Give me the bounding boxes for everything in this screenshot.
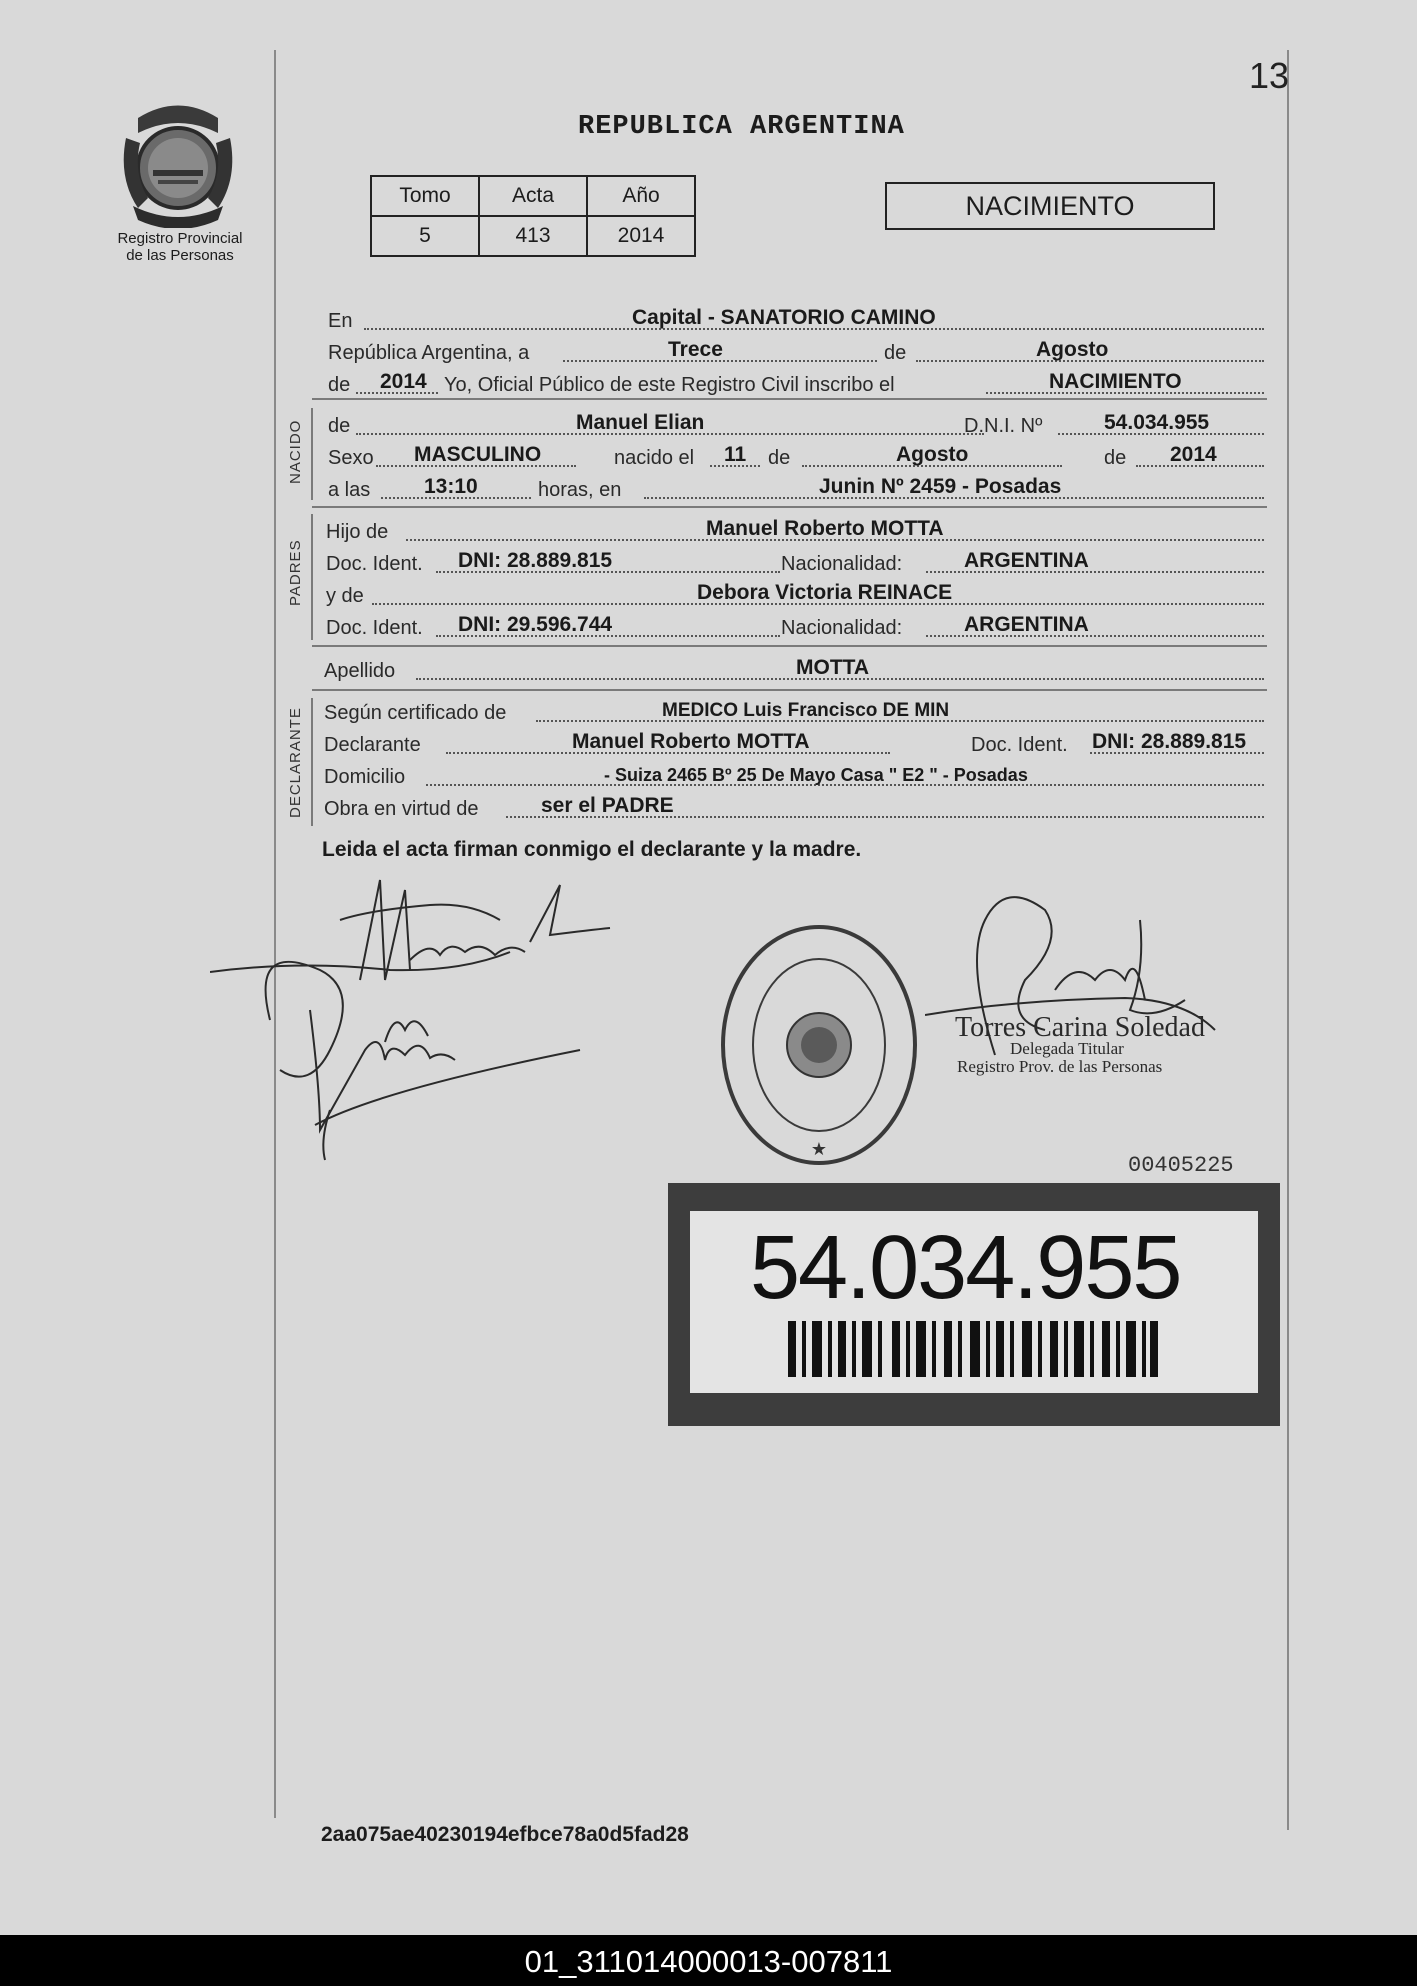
label-de-nombre: de [328, 415, 351, 437]
table-cell: 413 [479, 216, 587, 256]
padres-bar [311, 514, 313, 640]
nacido-bar [311, 408, 313, 500]
label-horas-en: horas, en [538, 479, 622, 501]
value-madre: Debora Victoria REINACE [697, 581, 953, 604]
label-de-anio: de [328, 374, 351, 396]
label-domicilio: Domicilio [324, 766, 406, 788]
document-title: REPUBLICA ARGENTINA [578, 112, 905, 142]
label-apellido: Apellido [324, 660, 396, 682]
label-dni: D.N.I. Nº [964, 415, 1043, 437]
value-declarante: Manuel Roberto MOTTA [572, 730, 810, 753]
official-role: Delegada Titular [1010, 1039, 1124, 1058]
table-header-cell: Tomo [371, 176, 479, 216]
label-nacionalidad: Nacionalidad: [781, 617, 903, 639]
field-line-obra [326, 796, 1264, 818]
field-line-en [326, 308, 1264, 330]
value-hora: 13:10 [424, 475, 478, 498]
value-apellido: MOTTA [796, 656, 870, 679]
label-republica: República Argentina, a [328, 342, 530, 364]
label-en: En [328, 310, 353, 332]
table-cell: 5 [371, 216, 479, 256]
value-obra: ser el PADRE [541, 794, 674, 817]
tomo-acta-anio-table [370, 175, 696, 257]
label-de: de [884, 342, 907, 364]
field-line-inscribo [326, 372, 1264, 394]
label-nacido-de: de [768, 447, 791, 469]
label-a-las: a las [328, 479, 371, 501]
field-line-domicilio [326, 764, 1264, 786]
logo-caption-line-2: de las Personas [126, 247, 234, 264]
table-header-row [371, 176, 695, 216]
value-dni: 54.034.955 [1104, 411, 1210, 434]
field-line-certificado [326, 700, 1264, 722]
value-domicilio: - Suiza 2465 Bº 25 De Mayo Casa " E2 " - Posadas [604, 765, 1028, 785]
svg-text:★: ★ [810, 1139, 828, 1159]
serial-number: 00405225 [1128, 1153, 1234, 1178]
label-doc-ident: Doc. Ident. [326, 617, 423, 639]
value-dia: Trece [668, 338, 723, 361]
field-line-hora [326, 477, 1264, 499]
side-label-padres: PADRES [287, 539, 304, 606]
table-header-cell: Año [587, 176, 695, 216]
logo-caption [95, 230, 265, 264]
value-madre-nacionalidad: ARGENTINA [964, 613, 1089, 636]
value-padre-doc: DNI: 28.889.815 [458, 549, 613, 572]
value-nacido-anio: 2014 [1170, 443, 1217, 466]
value-anio: 2014 [380, 370, 427, 393]
declarante-bar [311, 698, 313, 826]
label-obra: Obra en virtud de [324, 798, 479, 820]
signing-statement: Leida el acta firman conmigo el declarante y la madre. [322, 838, 862, 861]
page-number: 13 [1248, 55, 1289, 96]
label-declarante-doc: Doc. Ident. [971, 734, 1068, 756]
field-line-declarante [326, 732, 1264, 754]
label-nacido-el: nacido el [614, 447, 695, 469]
label-inscribo: Yo, Oficial Público de este Registro Civil inscribo el [444, 374, 895, 396]
value-madre-doc: DNI: 29.596.744 [458, 613, 613, 636]
sticker-dni-number: 54.034.955 [750, 1218, 1181, 1318]
field-line-madre-doc [326, 615, 1264, 637]
label-nacido-de2: de [1104, 447, 1127, 469]
separator [312, 398, 1267, 400]
official-office: Registro Prov. de las Personas [957, 1057, 1163, 1076]
separator [312, 689, 1267, 691]
label-declarante: Declarante [324, 734, 421, 756]
value-padre: Manuel Roberto MOTTA [706, 517, 944, 540]
label-doc-ident: Doc. Ident. [326, 553, 423, 575]
side-label-nacido: NACIDO [287, 419, 304, 484]
barcode [788, 1321, 1158, 1377]
field-line-madre [326, 583, 1264, 605]
sticker-label [690, 1211, 1258, 1393]
table-row [371, 216, 695, 256]
coat-of-arms-logo [118, 98, 238, 228]
official-name: Torres Carina Soledad [955, 1012, 1205, 1043]
side-label-declarante: DECLARANTE [287, 707, 304, 818]
footer-id: 01_311014000013-007811 [524, 1944, 893, 1979]
value-nacido-mes: Agosto [896, 443, 969, 466]
value-nombre: Manuel Elian [576, 411, 705, 434]
field-line-nombre [326, 413, 1264, 435]
field-line-sexo [326, 445, 1264, 467]
value-sexo: MASCULINO [414, 443, 542, 466]
label-sexo: Sexo [328, 447, 374, 469]
value-padre-nacionalidad: ARGENTINA [964, 549, 1089, 572]
label-hijo-de: Hijo de [326, 521, 389, 543]
field-line-apellido [326, 658, 1264, 680]
logo-caption-line-1: Registro Provincial [117, 230, 243, 247]
table-header-cell: Acta [479, 176, 587, 216]
value-mes: Agosto [1036, 338, 1109, 361]
value-declarante-doc: DNI: 28.889.815 [1092, 730, 1247, 753]
label-y-de: y de [326, 585, 364, 607]
label-certificado: Según certificado de [324, 702, 507, 724]
table-cell: 2014 [587, 216, 695, 256]
value-nacido-dia: 11 [724, 443, 747, 466]
label-nacionalidad: Nacionalidad: [781, 553, 903, 575]
dni-sticker [668, 1183, 1280, 1426]
right-margin-line [1287, 50, 1289, 1830]
field-line-padre-doc [326, 551, 1264, 573]
declarant-signatures [210, 860, 630, 1200]
record-type-box: NACIMIENTO [885, 182, 1215, 230]
document-hash: 2aa075ae40230194efbce78a0d5fad28 [321, 1823, 689, 1846]
value-lugar-inscripcion: Capital - SANATORIO CAMINO [632, 306, 936, 329]
field-line-padre [326, 519, 1264, 541]
official-stamp [713, 915, 925, 1175]
separator [312, 506, 1267, 508]
value-inscribo: NACIMIENTO [1049, 370, 1182, 393]
value-lugar-nacimiento: Junin Nº 2459 - Posadas [819, 475, 1062, 498]
value-certificado: MEDICO Luis Francisco DE MIN [662, 700, 950, 721]
separator [312, 645, 1267, 647]
field-line-fecha [326, 340, 1264, 362]
